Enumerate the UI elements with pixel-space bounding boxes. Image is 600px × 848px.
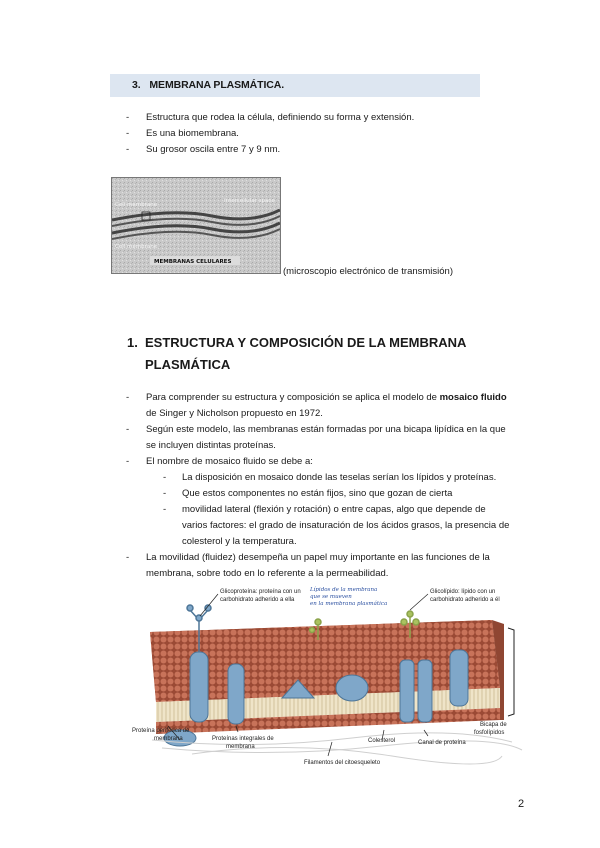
bullet-1-line-1 (146, 392, 507, 403)
sub-bullet-dash: - (163, 488, 167, 499)
cytoskeleton-label: Filamentos del citoesqueleto (304, 760, 381, 766)
bullet-dash: - (126, 128, 130, 139)
bullet-dash: - (126, 424, 130, 435)
page-number: 2 (518, 798, 525, 810)
bullet-4-line-2: membrana, sobre todo en lo referente a la permeabilidad. (146, 568, 389, 579)
cholesterol-label: Colesterol (368, 738, 396, 744)
bilayer-label-2: fosfolípidos (474, 730, 505, 736)
protein-channel-label: Canal de proteína (418, 740, 466, 746)
heading-text (145, 332, 485, 376)
micrograph-image (111, 177, 281, 274)
membrane-diagram (132, 580, 528, 780)
section-title: MEMBRANA PLASMÁTICA. (149, 79, 285, 91)
handwritten-note-2: que se mueven (310, 594, 352, 600)
integral-protein (336, 675, 368, 701)
bullet-1-text: Para comprender su estructura y composición se aplica el modelo de (146, 392, 440, 403)
sub-bullet-1: La disposición en mosaico donde las teselas serían los lípidos y proteínas. (182, 472, 497, 483)
sub-bullet-dash: - (163, 504, 167, 515)
sub-bullet-3-line-3: colesterol y la temperatura. (182, 536, 297, 547)
glycolipid-label-2: carbohidrato adherido a él (430, 597, 500, 603)
bullet-dash: - (126, 456, 130, 467)
section-number: 3. (132, 79, 141, 91)
bilayer-label-1: Bicapa de (480, 722, 507, 728)
bullet-1-bold: mosaico fluido (439, 392, 507, 403)
micrograph-title: MEMBRANAS CELULARES (154, 259, 232, 265)
integral-protein (190, 652, 208, 722)
section-header (132, 79, 284, 91)
integral-label-2: membrana (226, 744, 255, 750)
micrograph-label-3: Cell membrane (115, 244, 158, 250)
heading-number: 1. (127, 335, 138, 350)
bullet-4-line-1: La movilidad (fluidez) desempeña un papel muy importante en las funciones de la (146, 552, 490, 563)
peripheral-label-1: Proteína periférica de (132, 728, 190, 734)
sub-bullet-3-line-1: movilidad lateral (flexión y rotación) o entre capas, algo que depende de (182, 504, 486, 515)
bullet-dash: - (126, 144, 130, 155)
peripheral-label-2: membrana (154, 736, 183, 742)
heading-line-2: PLASMÁTICA (145, 357, 231, 372)
sub-bullet-3-line-2: varios factores: el grado de insaturación de los ácidos grasos, la presencia de (182, 520, 510, 531)
handwritten-note-1: Lípidos de la membrana (310, 587, 378, 593)
glycoprotein-label-2: carbohidrato adherido a ella (220, 597, 295, 603)
handwritten-note-3: en la membrana plasmática (310, 601, 388, 607)
micrograph-label-2: Intercellular space (224, 198, 275, 204)
integral-label-1: Proteínas integrales de (212, 736, 274, 742)
intro-bullet-1: Estructura que rodea la célula, definiendo su forma y extensión. (146, 112, 415, 123)
glycolipid-label-1: Glicolípido: lípido con un (430, 589, 496, 595)
bullet-dash: - (126, 392, 130, 403)
integral-protein (450, 650, 468, 706)
micrograph-svg (112, 178, 280, 273)
intro-bullet-2: Es una biomembrana. (146, 128, 239, 139)
bullet-1-line-2: de Singer y Nicholson propuesto en 1972. (146, 408, 323, 419)
sub-bullet-dash: - (163, 472, 167, 483)
bullet-2-line-1: Según este modelo, las membranas están formadas por una bicapa lipídica en la que (146, 424, 506, 435)
micrograph-caption: (microscopio electrónico de transmisión) (283, 266, 454, 277)
micrograph-label-1: Cell membrane (115, 202, 158, 208)
sub-bullet-2: Que estos componentes no están fijos, sino que gozan de cierta (182, 488, 453, 499)
glycoprotein-label-1: Glicoproteína: proteína con un (220, 589, 301, 595)
membrane-svg (132, 580, 528, 780)
heading-line-1: ESTRUCTURA Y COMPOSICIÓN DE LA MEMBRANA (145, 335, 467, 350)
intro-bullet-3: Su grosor oscila entre 7 y 9 nm. (146, 144, 281, 155)
bullet-3: El nombre de mosaico fluido se debe a: (146, 456, 313, 467)
bullet-2-line-2: se incluyen distintas proteínas. (146, 440, 276, 451)
bullet-dash: - (126, 112, 130, 123)
integral-protein (228, 664, 244, 724)
bullet-dash: - (126, 552, 130, 563)
